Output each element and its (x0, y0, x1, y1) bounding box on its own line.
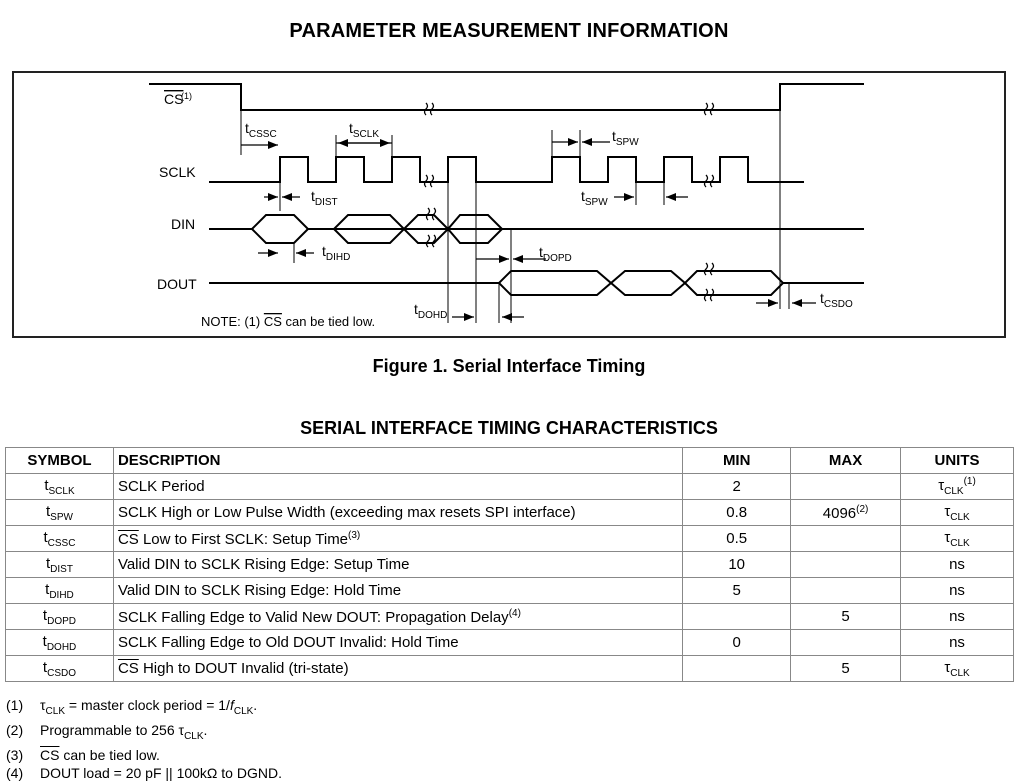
footnote-item (6, 696, 282, 721)
label-tcssc: $t_{CSSC}$ (245, 120, 277, 140)
dout-waveform (209, 271, 864, 283)
min-cell (683, 604, 791, 630)
description-cell (113, 630, 682, 656)
label-tsclk: $t_{SCLK}$ (349, 120, 380, 140)
description-cell (113, 578, 682, 604)
footnote-text: . (253, 697, 258, 713)
timing-diagram-svg (14, 73, 1004, 336)
symbol-cell (6, 604, 114, 630)
table-title: SERIAL INTERFACE TIMING CHARACTERISTICS (300, 418, 718, 438)
min-value: 5 (732, 582, 741, 599)
din-waveform (209, 215, 864, 229)
units-value: τ (938, 477, 945, 494)
table-row (6, 604, 1014, 630)
description-text: SCLK Period (117, 478, 205, 495)
label-tdihd: $t_{DIHD}$ (322, 243, 351, 263)
max-cell (791, 656, 901, 682)
units-cell (901, 630, 1014, 656)
description-text: Low to First SCLK: Setup Time (138, 530, 349, 548)
min-cell (683, 578, 791, 604)
description-cell (113, 500, 682, 526)
label-tspw-top: $t_{SPW}$ (612, 128, 639, 148)
symbol-sub: CSDO (47, 667, 76, 679)
symbol-sub: SPW (50, 511, 73, 523)
description-cell (113, 552, 682, 578)
max-cell (791, 500, 901, 526)
units-value: ns (949, 582, 965, 599)
symbol-t: t (45, 554, 51, 572)
units-value: ns (949, 556, 965, 573)
symbol-t: t (42, 658, 48, 676)
symbol-t: t (45, 580, 50, 598)
footnote-text: DOUT load = 20 pF || 100kΩ to DGND. (40, 764, 282, 781)
description-text: SCLK Falling Edge to Valid New DOUT: Propagation Delay (117, 608, 509, 626)
diagram-note: NOTE: (1) CS can be tied low. (201, 314, 376, 329)
footnote-number: (1) (6, 697, 24, 713)
page-title: PARAMETER MEASUREMENT INFORMATION (289, 20, 729, 42)
table-row (6, 578, 1014, 604)
units-sub: CLK (950, 537, 970, 549)
units-value: τ (944, 502, 951, 520)
max-cell (791, 552, 901, 578)
label-tdist: $t_{DIST}$ (311, 188, 338, 208)
units-value: τ (944, 658, 951, 676)
symbol-cell (6, 474, 114, 500)
label-tcsdo: $t_{CSDO}$ (820, 290, 853, 310)
symbol-sub: CSSC (47, 537, 76, 549)
min-value: 2 (732, 478, 741, 495)
header-max: MAX (791, 448, 901, 474)
footnote-number: (3) (6, 746, 24, 763)
table-row (6, 500, 1014, 526)
max-cell (791, 474, 901, 500)
symbol-t: t (42, 632, 47, 650)
symbol-t: t (42, 606, 48, 624)
cs-label-note: (1) (181, 91, 192, 101)
footnote-sub: CLK (184, 730, 204, 742)
min-value: 0 (732, 634, 741, 651)
max-value: 5 (841, 608, 850, 625)
min-cell (683, 474, 791, 500)
timing-table (5, 447, 1014, 682)
cs-label: CS (164, 91, 184, 107)
footnote-item (6, 746, 282, 764)
symbol-cell (6, 656, 114, 682)
symbol-t: t (43, 528, 48, 546)
units-value: τ (944, 528, 951, 546)
table-row (6, 630, 1014, 656)
description-text: Valid DIN to SCLK Rising Edge: Hold Time (117, 582, 402, 599)
footnote-item (6, 721, 282, 746)
units-cell (901, 500, 1014, 526)
max-footnote: (2) (856, 503, 869, 515)
description-cell (113, 474, 682, 500)
min-cell (683, 552, 791, 578)
header-description: DESCRIPTION (113, 448, 682, 474)
max-cell (791, 604, 901, 630)
symbol-cell (6, 630, 114, 656)
units-cell (901, 526, 1014, 552)
cs-overbar: $\overline{CS}$ (40, 746, 60, 763)
min-cell (683, 500, 791, 526)
footnote-text: τ (40, 697, 46, 713)
min-value: 10 (728, 556, 746, 573)
footnote-italic: f (229, 697, 234, 713)
table-row (6, 526, 1014, 552)
header-units: UNITS (901, 448, 1014, 474)
min-cell (683, 656, 791, 682)
min-cell (683, 526, 791, 552)
symbol-cell (6, 500, 114, 526)
footnote-number: (4) (6, 764, 24, 781)
max-value: 4096 (822, 504, 857, 522)
sclk-waveform (209, 157, 804, 182)
header-min: MIN (683, 448, 791, 474)
cs-overbar: $\overline{CS}$ (117, 530, 139, 548)
footnote-sub: CLK (233, 705, 254, 717)
label-tspw-bottom: $t_{SPW}$ (581, 188, 608, 208)
units-footnote: (1) (963, 476, 976, 487)
table-row (6, 656, 1014, 682)
symbol-cell (6, 552, 114, 578)
dout-label: DOUT (157, 276, 197, 292)
description-cell (113, 526, 682, 552)
footnote-text: Programmable to 256 (40, 721, 179, 738)
symbol-cell (6, 578, 114, 604)
max-cell (791, 630, 901, 656)
min-value: 0.5 (726, 530, 748, 547)
max-cell (791, 526, 901, 552)
units-value: ns (949, 634, 965, 651)
symbol-sub: SCLK (48, 485, 75, 497)
footnote-text: can be tied low. (59, 746, 160, 763)
din-label: DIN (171, 216, 196, 232)
units-cell (901, 656, 1014, 682)
symbol-sub: DOHD (46, 641, 77, 653)
units-cell (901, 552, 1014, 578)
description-text: SCLK High or Low Pulse Width (exceeding max resets SPI interface) (117, 504, 576, 521)
sclk-label: SCLK (159, 164, 196, 180)
units-sub: CLK (944, 486, 964, 497)
figure-caption: Figure 1. Serial Interface Timing (372, 356, 646, 376)
footnote-sub: CLK (45, 705, 65, 717)
description-footnote: (3) (348, 529, 361, 541)
units-cell (901, 604, 1014, 630)
footnote-text: . (203, 721, 208, 738)
description-text: Valid DIN to SCLK Rising Edge: Setup Time (117, 556, 410, 573)
cs-waveform (149, 84, 864, 110)
description-cell (113, 604, 682, 630)
symbol-sub: DOPD (47, 615, 76, 627)
symbol-cell (6, 526, 114, 552)
label-tdopd: $t_{DOPD}$ (539, 244, 572, 264)
table-row (6, 552, 1014, 578)
description-text: High to DOUT Invalid (tri-state) (138, 660, 349, 677)
description-cell (113, 656, 682, 682)
max-value: 5 (841, 660, 850, 677)
units-cell (901, 474, 1014, 500)
timing-diagram (12, 71, 1006, 338)
units-sub: CLK (950, 667, 970, 679)
description-text: SCLK Falling Edge to Old DOUT Invalid: Hold Time (117, 634, 459, 651)
description-footnote: (4) (508, 607, 521, 619)
footnote-number: (2) (6, 721, 24, 738)
units-cell (901, 578, 1014, 604)
min-cell (683, 630, 791, 656)
min-value: 0.8 (726, 504, 748, 521)
cs-overbar: $\overline{CS}$ (117, 660, 139, 677)
units-value: ns (949, 608, 965, 625)
table-header-row (6, 448, 1014, 474)
symbol-t: t (45, 502, 51, 520)
table-row (6, 474, 1014, 500)
symbol-t: t (44, 476, 49, 494)
footnote-text: τ (178, 721, 185, 738)
max-cell (791, 578, 901, 604)
header-symbol: SYMBOL (6, 448, 114, 474)
footnote-text: = master clock period = 1/ (64, 697, 230, 713)
label-tdohd: $t_{DOHD}$ (414, 301, 448, 321)
units-sub: CLK (950, 511, 970, 523)
footnotes (6, 696, 282, 782)
symbol-sub: DIST (50, 563, 73, 575)
symbol-sub: DIHD (49, 589, 74, 601)
